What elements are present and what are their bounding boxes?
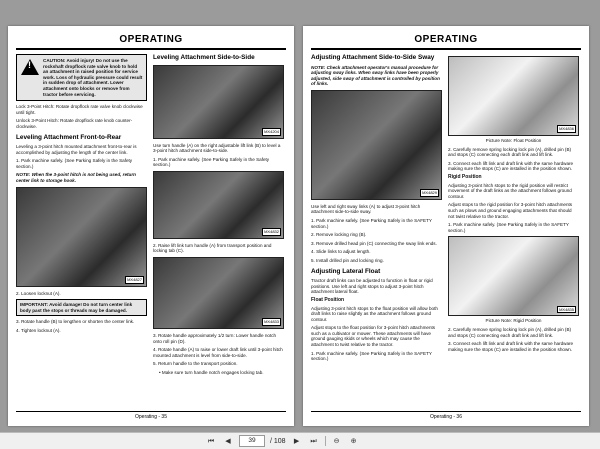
page-36 [303,26,589,426]
toolbar-divider [325,436,326,446]
step-text: 3. Connect each lift link and draft link with the same hardware making sure the stops (C) are installed in the position shown. [448,160,574,172]
step-text: 4. Tighten locknut (A). [16,327,61,333]
page-footer: Operating - 36 [311,411,581,420]
lateral-float-intro: Tractor draft links can be adjusted to function in float or rigid positions. Use left and right stops to adjust 3-point hitch attachment lateral float. [311,278,433,295]
total-pages: / 108 [270,437,286,445]
step-text: 3. Rotate handle (B) to lengthen or shorten the center link. [16,319,135,325]
page-35 [8,26,294,426]
unlock-hitch-text: Unlock 3-Point Hitch: Rotate dropflock rate knob counter-clockwise. [16,118,133,129]
step-text: 3. Connect each lift link and draft link with the same hardware making sure the stops (C) are installed in the position shown. [448,341,574,352]
lateral-float-title: Adjusting Lateral Float [311,267,381,275]
step-text: 2. Loosen locknut (A). [16,290,61,296]
photo-id: MX4833 [264,319,279,325]
step-text: 1. Park machine safely. (See Parking Safely in the SAFETY section.) [448,222,569,233]
step-text: 1. Park machine safely. (See Parking Safely in the SAFETY section.) [311,350,432,362]
next-page-icon[interactable]: ▶ [293,437,300,445]
bullet-item: • Make sure turn handle notch engages locking tab. [159,370,264,376]
step-text: 1. Park machine safely. (See Parking Safely in the Safety section.) [16,158,133,169]
rigid-text: Adjusting 3-point hitch stops to the rigid position will restrict movement of the draft links as the attachment follows ground contour. [448,182,572,199]
sway-title: Adjusting Attachment Side-to-Side Sway [311,54,435,61]
note-text: NOTE: When the 3-point hitch is not being used, return center link to storage hook. [16,172,136,183]
caution-text: CAUTION: Avoid injury! Do not use the rockshaft dropflock rate valve knob to hold an attachment in raised position for service work. Loss of hydraulic pressure could result in sudden drop of attachment. Lower attachment onto blocks or remove from tractor before servicing. [43,58,143,97]
left-column [16,54,147,337]
note-text: NOTE: Check attachment operator's manual procedure for adjusting sway links. When sway links have been properly adjusted, side sway of attachment is controlled by position of links. [311,64,440,87]
side-to-side-intro: Use turn handle (A) on the right adjustable lift link (B) to level a 3-point hitch attachment side-to-side. [153,142,281,154]
sway-intro: Use left and right sway links (A) to adjust 3-point hitch attachment side-to-side sway. [311,203,421,215]
sway-link-photo [311,90,442,200]
float-position-photo [448,56,579,136]
photo-id: MX4835 [559,306,574,312]
zoom-out-icon[interactable]: ⊖ [333,437,340,445]
rigid-position-heading: Rigid Position [448,173,482,180]
previous-page-icon[interactable]: ◀ [225,437,231,445]
warning-icon [21,59,39,75]
step-text: 2. Raise lift link turn handle (A) from transport position and locking tab (C). [153,242,272,254]
front-to-rear-title: Leveling Attachment Front-to-Rear [16,133,122,141]
page-number-input[interactable]: 39 [239,435,265,447]
page-navigation [205,435,360,447]
float-position-heading: Float Position [311,296,345,303]
photo-caption: Picture Note: Float Position [485,138,542,143]
rigid-text: Adjust stops to the rigid position for 3-point hitch attachments such as plows and ground engaging attachments that should not twist relative to the tractor. [448,202,573,219]
section-title: OPERATING [119,34,183,45]
photo-caption: Picture Note: Rigid Position [485,318,542,324]
step-text: 3. Rotate handle approximately 1/2 turn: Lower handle notch onto roll pin (D). [153,333,277,344]
last-page-icon[interactable]: ⏭ [310,437,317,445]
float-text: Adjusting 3-point hitch stops to the float position will allow both draft links to raise slightly as the attachment follows ground contour. [311,305,438,322]
photo-id: MX4204 [264,128,279,134]
step-text: 3. Remove drilled head pin (C) connecting the sway link ends. [311,240,437,246]
roll-pin-photo [153,257,284,329]
step-text: 2. Carefully remove spring locking lock pin (A), drilled pin (B) and stops (C) connecting each draft link and lift link. [448,146,572,158]
step-text: 5. Return handle to the transport position. [153,361,238,367]
step-text: 5. Install drilled pin and locking ring. [311,258,384,264]
photo-id: MX4836 [559,126,574,132]
left-column [311,54,442,365]
photo-id: MX4829 [422,190,437,196]
right-column [153,54,284,379]
step-text: 1. Park machine safely. (See Parking Safely in the SAFETY section.) [311,218,432,229]
right-column [448,54,579,355]
center-link-photo [16,187,147,287]
caution-box [16,54,147,101]
important-box: IMPORTANT: Avoid damage! Do not turn center link body past the stops or threads may be damaged. [16,299,147,316]
rigid-position-photo [448,236,579,316]
step-text: 2. Remove locking ring (B). [311,232,367,238]
lock-hitch-text: Lock 3-Point Hitch: Rotate dropflock rate valve knob clockwise until tight. [16,104,143,115]
step-text: 2. Carefully remove spring locking lock pin (A), drilled pin (B) and stops (C) connecting each draft link and lift link. [448,326,572,338]
step-text: 1. Park machine safely. (See Parking Safely in the Safety section.) [153,156,270,168]
float-text: Adjust stops to the float position for 3-point hitch attachments such as a cultivator or mower. These attachments will have ground gauging skids or wheels which may cause the attachment to twist relative to the tractor. [311,325,436,348]
page-footer: Operating - 35 [16,411,286,420]
front-to-rear-intro: Leveling a 3-point hitch mounted attachment front-to-rear is accomplished by adjusting the length of the center link. [16,144,137,155]
section-title: OPERATING [414,34,478,45]
lift-link-photo [153,65,284,139]
viewer-toolbar [0,432,600,449]
first-page-icon[interactable]: ⏮ [207,437,215,445]
photo-id: MX4832 [264,229,279,235]
page-header [311,34,581,50]
zoom-in-icon[interactable]: ⊕ [350,437,357,445]
photo-id: MX4827 [127,277,142,282]
bullet-text: Make sure turn handle notch engages locking tab. [161,370,264,376]
side-to-side-title: Leveling Attachment Side-to-Side [153,54,255,61]
turn-handle-photo [153,171,284,239]
step-text: 4. Slide links to adjust length. [311,249,371,255]
step-text: 4. Rotate handle (A) to raise or lower draft link until 3-point hitch mounted attachment is level from side-to-side. [153,347,283,358]
page-header [16,34,286,50]
